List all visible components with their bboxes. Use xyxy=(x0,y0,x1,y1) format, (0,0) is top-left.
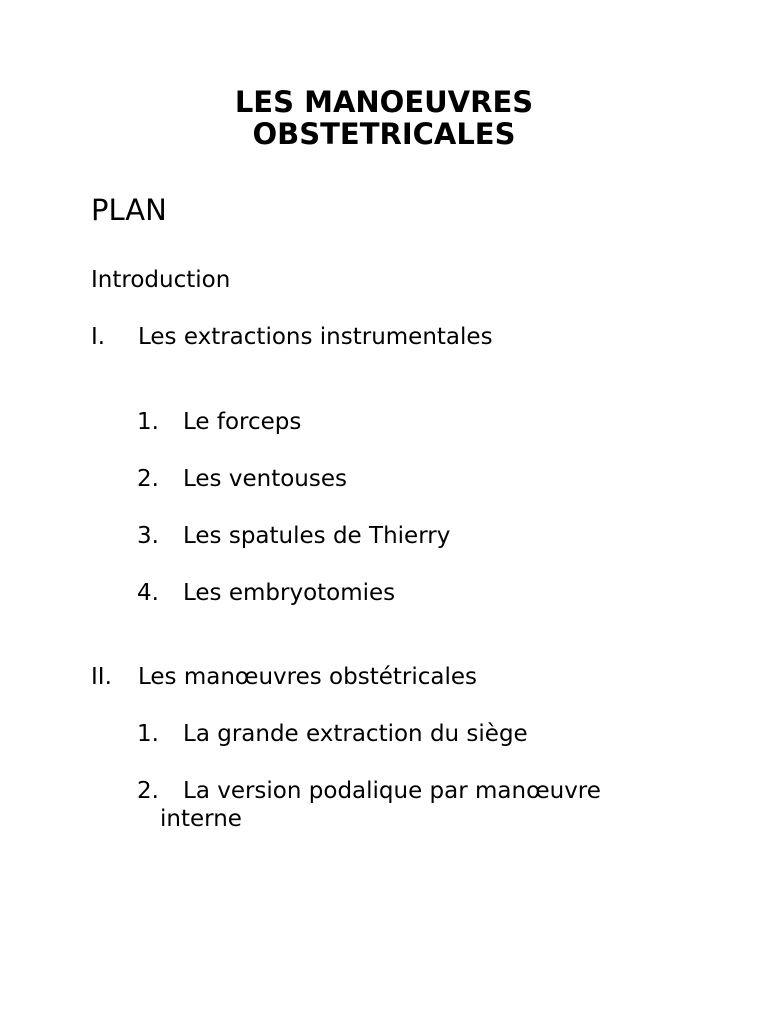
introduction-label: Introduction xyxy=(91,267,231,293)
item-number: 3. xyxy=(137,523,159,549)
item-label: Les ventouses xyxy=(183,466,347,492)
item-label: La grande extraction du siège xyxy=(183,721,528,747)
item-number: 2. xyxy=(137,466,159,492)
document-title xyxy=(0,86,768,150)
item-number: 4. xyxy=(137,580,159,606)
item-label-continuation: interne xyxy=(160,806,242,832)
title-line-1: LES MANOEUVRES xyxy=(234,85,534,119)
section-numeral: I. xyxy=(91,324,106,350)
item-label: Le forceps xyxy=(183,409,302,435)
section-label: Les extractions instrumentales xyxy=(138,324,493,350)
title-line-2: OBSTETRICALES xyxy=(252,117,516,151)
item-label: Les spatules de Thierry xyxy=(183,523,451,549)
plan-heading: PLAN xyxy=(91,193,167,227)
item-number: 1. xyxy=(137,409,159,435)
item-label: La version podalique par manœuvre xyxy=(183,778,601,804)
item-label: Les embryotomies xyxy=(183,580,396,606)
item-number: 1. xyxy=(137,721,159,747)
section-numeral: II. xyxy=(91,664,112,690)
section-label: Les manœuvres obstétricales xyxy=(138,664,477,690)
item-number: 2. xyxy=(137,778,159,804)
